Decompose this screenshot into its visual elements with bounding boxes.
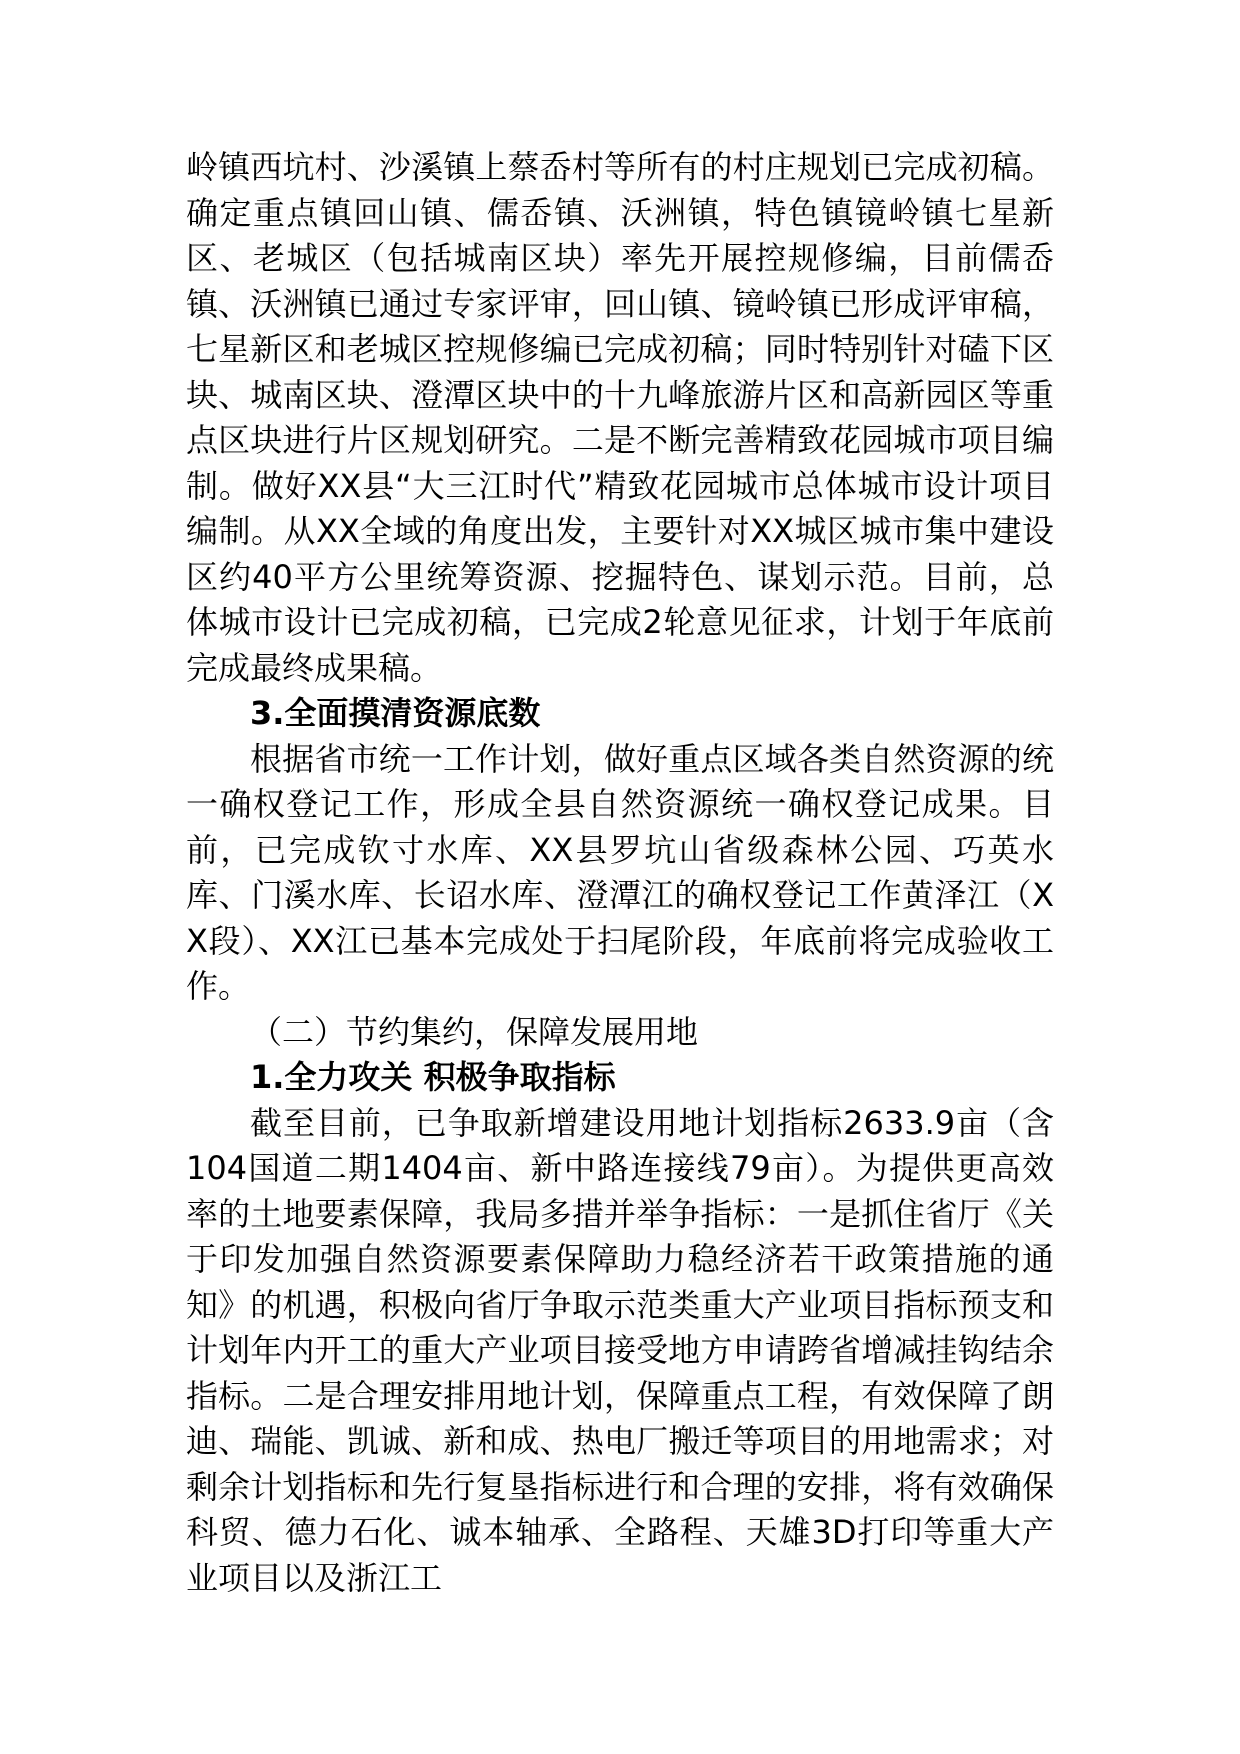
section-heading-land-quota: 1.全力攻关 积极争取指标: [250, 1058, 616, 1096]
body-paragraph-village-planning: 岭镇西坑村、沙溪镇上蔡岙村等所有的村庄规划已完成初稿。确定重点镇回山镇、儒岙镇、沃洲镇，特色镇镜岭镇七星新区、老城区（包括城南区块）率先开展控规修编，目前儒岙镇、沃洲镇已通过专家评审，回山镇、镜岭镇已形成评审稿，七星新区和老城区控规修编已完成初稿；同时特别针对磕下区块、城南区块、澄潭区块中的十九峰旅游片区和高新园区等重点区块进行片区规划研究。二是不断完善精致花园城市项目编制。做好XX县“大三江时代”精致花园城市总体城市设计项目编制。从XX全域的角度出发，主要针对XX城区城市集中建设区约40平方公里统筹资源、挖掘特色、谋划示范。目前，总体城市设计已完成初稿，已完成2轮意见征求，计划于年底前完成最终成果稿。: [186, 148, 1054, 687]
document-body: [186, 145, 1054, 1601]
section-heading-resource-survey: 3.全面摸清资源底数: [250, 694, 541, 732]
body-paragraph-resource-registration: 根据省市统一工作计划，做好重点区域各类自然资源的统一确权登记工作，形成全县自然资源统一确权登记成果。目前，已完成钦寸水库、XX县罗坑山省级森林公园、巧英水库、门溪水库、长诏水库、澄潭江的确权登记工作黄泽江（XX段）、XX江已基本完成处于扫尾阶段，年底前将完成验收工作。: [186, 739, 1054, 1005]
body-paragraph-land-quota: 截至目前，已争取新增建设用地计划指标2633.9亩（含104国道二期1404亩、新中路连接线79亩）。为提供更高效率的土地要素保障，我局多措并举争指标：一是抓住省厅《关于印发加强自然资源要素保障助力稳经济若干政策措施的通知》的机遇，积极向省厅争取示范类重大产业项目指标预支和计划年内开工的重大产业项目接受地方申请跨省增减挂钩结余指标。二是合理安排用地计划，保障重点工程，有效保障了朗迪、瑞能、凯诚、新和成、热电厂搬迁等项目的用地需求；对剩余计划指标和先行复垦指标进行和合理的安排，将有效确保科贸、德力石化、诚本轴承、全路程、天雄3D打印等重大产业项目以及浙江工: [186, 1103, 1054, 1597]
subheading-land-use: （二）节约集约，保障发展用地: [250, 1012, 699, 1051]
